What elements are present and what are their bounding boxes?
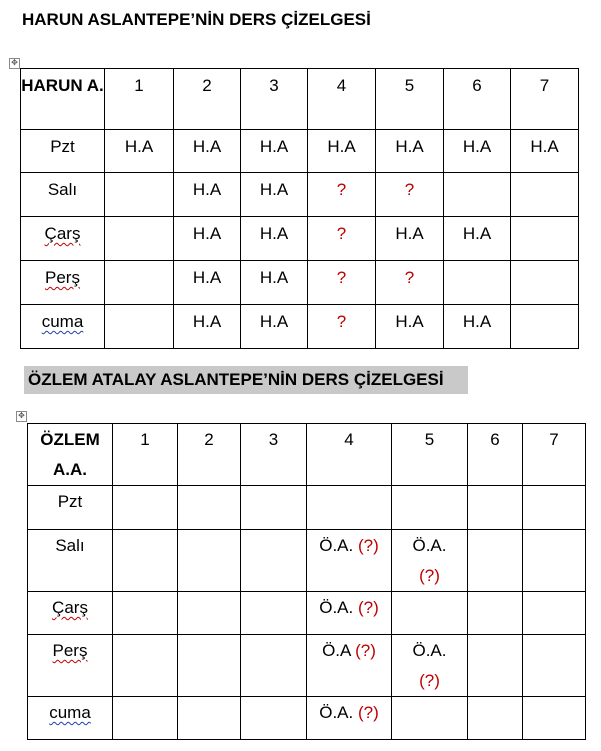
day-cell <box>21 261 105 305</box>
schedule-cell <box>178 697 241 740</box>
period-header: 1 <box>113 424 178 486</box>
period-header: 5 <box>376 69 444 130</box>
schedule-cell <box>523 635 586 697</box>
schedule-cell <box>113 635 178 697</box>
day-cell <box>21 305 105 349</box>
schedule-cell <box>307 635 392 697</box>
ozlem-schedule-title: ÖZLEM ATALAY ASLANTEPE’NİN DERS ÇİZELGESİ <box>24 366 468 394</box>
period-header: 6 <box>444 69 511 130</box>
schedule-cell: ? <box>308 261 376 305</box>
day-label: cuma <box>41 312 84 331</box>
schedule-cell <box>523 486 586 530</box>
period-header: 4 <box>308 69 376 130</box>
period-header: 2 <box>178 424 241 486</box>
schedule-cell: H.A <box>376 305 444 349</box>
table-row <box>21 305 579 349</box>
schedule-cell <box>392 592 468 635</box>
header-row <box>28 424 586 486</box>
table-move-handle-icon[interactable]: ✥ <box>9 58 20 69</box>
table-row <box>28 635 586 697</box>
schedule-cell <box>105 217 174 261</box>
table-row <box>21 173 579 217</box>
schedule-cell: ? <box>376 173 444 217</box>
day-cell: Pzt <box>21 130 105 173</box>
schedule-cell <box>307 530 392 592</box>
schedule-cell: H.A <box>174 173 241 217</box>
day-cell <box>28 592 113 635</box>
schedule-cell <box>241 530 307 592</box>
schedule-cell <box>307 486 392 530</box>
schedule-cell: H.A <box>241 130 308 173</box>
schedule-cell <box>105 305 174 349</box>
schedule-cell <box>523 697 586 740</box>
schedule-cell <box>392 486 468 530</box>
schedule-cell <box>523 592 586 635</box>
schedule-cell <box>468 592 523 635</box>
day-cell <box>28 530 113 592</box>
schedule-cell <box>241 486 307 530</box>
teacher-initials: Ö.A. <box>412 641 447 660</box>
uncertain-mark: (?) <box>355 641 376 660</box>
schedule-cell: ? <box>376 261 444 305</box>
schedule-cell <box>241 592 307 635</box>
day-label: Çarş <box>44 224 81 243</box>
schedule-cell: H.A <box>308 130 376 173</box>
schedule-cell: H.A <box>511 130 579 173</box>
schedule-cell <box>113 697 178 740</box>
schedule-cell <box>468 486 523 530</box>
schedule-cell <box>178 530 241 592</box>
schedule-cell <box>105 173 174 217</box>
period-header: 1 <box>105 69 174 130</box>
period-header: 7 <box>523 424 586 486</box>
teacher-initials: Ö.A. <box>319 703 358 722</box>
period-header: 7 <box>511 69 579 130</box>
table-row <box>28 486 586 530</box>
day-cell <box>21 173 105 217</box>
period-header: 3 <box>241 424 307 486</box>
ozlem-schedule-table <box>27 423 586 740</box>
schedule-cell <box>511 217 579 261</box>
schedule-cell <box>113 592 178 635</box>
schedule-cell: ? <box>308 305 376 349</box>
day-label: Çarş <box>52 598 88 617</box>
schedule-cell: H.A <box>376 130 444 173</box>
uncertain-mark: (?) <box>357 703 379 722</box>
table-row <box>21 217 579 261</box>
day-label: Perş <box>45 268 80 287</box>
schedule-cell <box>178 486 241 530</box>
schedule-cell: ? <box>308 173 376 217</box>
table-row <box>21 261 579 305</box>
schedule-cell: H.A <box>174 261 241 305</box>
schedule-cell <box>392 635 468 697</box>
schedule-cell <box>241 697 307 740</box>
schedule-cell <box>113 530 178 592</box>
teacher-initials: Ö.A. <box>319 598 358 617</box>
day-label: Salı <box>55 536 85 555</box>
schedule-cell <box>392 697 468 740</box>
schedule-cell: H.A <box>105 130 174 173</box>
teacher-initials: Ö.A. <box>319 536 358 555</box>
schedule-cell <box>307 697 392 740</box>
schedule-cell: H.A <box>174 130 241 173</box>
teacher-initials: Ö.A <box>322 641 356 660</box>
schedule-cell: H.A <box>241 305 308 349</box>
schedule-cell: H.A <box>241 217 308 261</box>
schedule-cell: H.A <box>444 217 511 261</box>
table-move-handle-icon[interactable]: ✥ <box>16 411 27 422</box>
schedule-cell <box>105 261 174 305</box>
schedule-cell: H.A <box>241 261 308 305</box>
period-header: 6 <box>468 424 523 486</box>
table-row <box>28 697 586 740</box>
day-label: Perş <box>52 641 88 660</box>
schedule-cell <box>307 592 392 635</box>
schedule-cell: H.A <box>241 173 308 217</box>
schedule-cell: H.A <box>174 217 241 261</box>
schedule-cell <box>444 261 511 305</box>
name-header-cell: HARUN A. <box>21 69 105 130</box>
table-row <box>28 530 586 592</box>
schedule-cell: ? <box>308 217 376 261</box>
uncertain-mark: (?) <box>419 566 440 585</box>
schedule-cell <box>511 261 579 305</box>
schedule-cell <box>392 530 468 592</box>
harun-schedule-title: HARUN ASLANTEPE’NİN DERS ÇİZELGESİ <box>22 10 371 29</box>
schedule-cell <box>468 635 523 697</box>
schedule-cell <box>511 305 579 349</box>
day-cell <box>21 217 105 261</box>
table-row <box>28 592 586 635</box>
schedule-cell <box>178 635 241 697</box>
schedule-cell: H.A <box>444 305 511 349</box>
uncertain-mark: (?) <box>419 671 440 690</box>
period-header: 2 <box>174 69 241 130</box>
schedule-cell: H.A <box>376 217 444 261</box>
harun-schedule-table <box>20 68 579 349</box>
period-header: 3 <box>241 69 308 130</box>
schedule-cell <box>468 697 523 740</box>
teacher-initials: Ö.A. <box>412 536 447 555</box>
schedule-cell <box>241 635 307 697</box>
schedule-cell <box>178 592 241 635</box>
schedule-cell <box>444 173 511 217</box>
day-cell: Pzt <box>28 486 113 530</box>
schedule-cell <box>523 530 586 592</box>
schedule-cell <box>511 173 579 217</box>
schedule-cell: H.A <box>444 130 511 173</box>
period-header: 4 <box>307 424 392 486</box>
day-cell <box>28 635 113 697</box>
day-label: cuma <box>49 703 91 722</box>
table-row <box>21 130 579 173</box>
day-cell <box>28 697 113 740</box>
header-row <box>21 69 579 130</box>
uncertain-mark: (?) <box>357 598 379 617</box>
name-header-cell: ÖZLEM A.A. <box>28 424 113 486</box>
schedule-cell <box>468 530 523 592</box>
day-label: Salı <box>47 180 78 199</box>
period-header: 5 <box>392 424 468 486</box>
schedule-cell <box>113 486 178 530</box>
schedule-cell: H.A <box>174 305 241 349</box>
uncertain-mark: (?) <box>357 536 379 555</box>
